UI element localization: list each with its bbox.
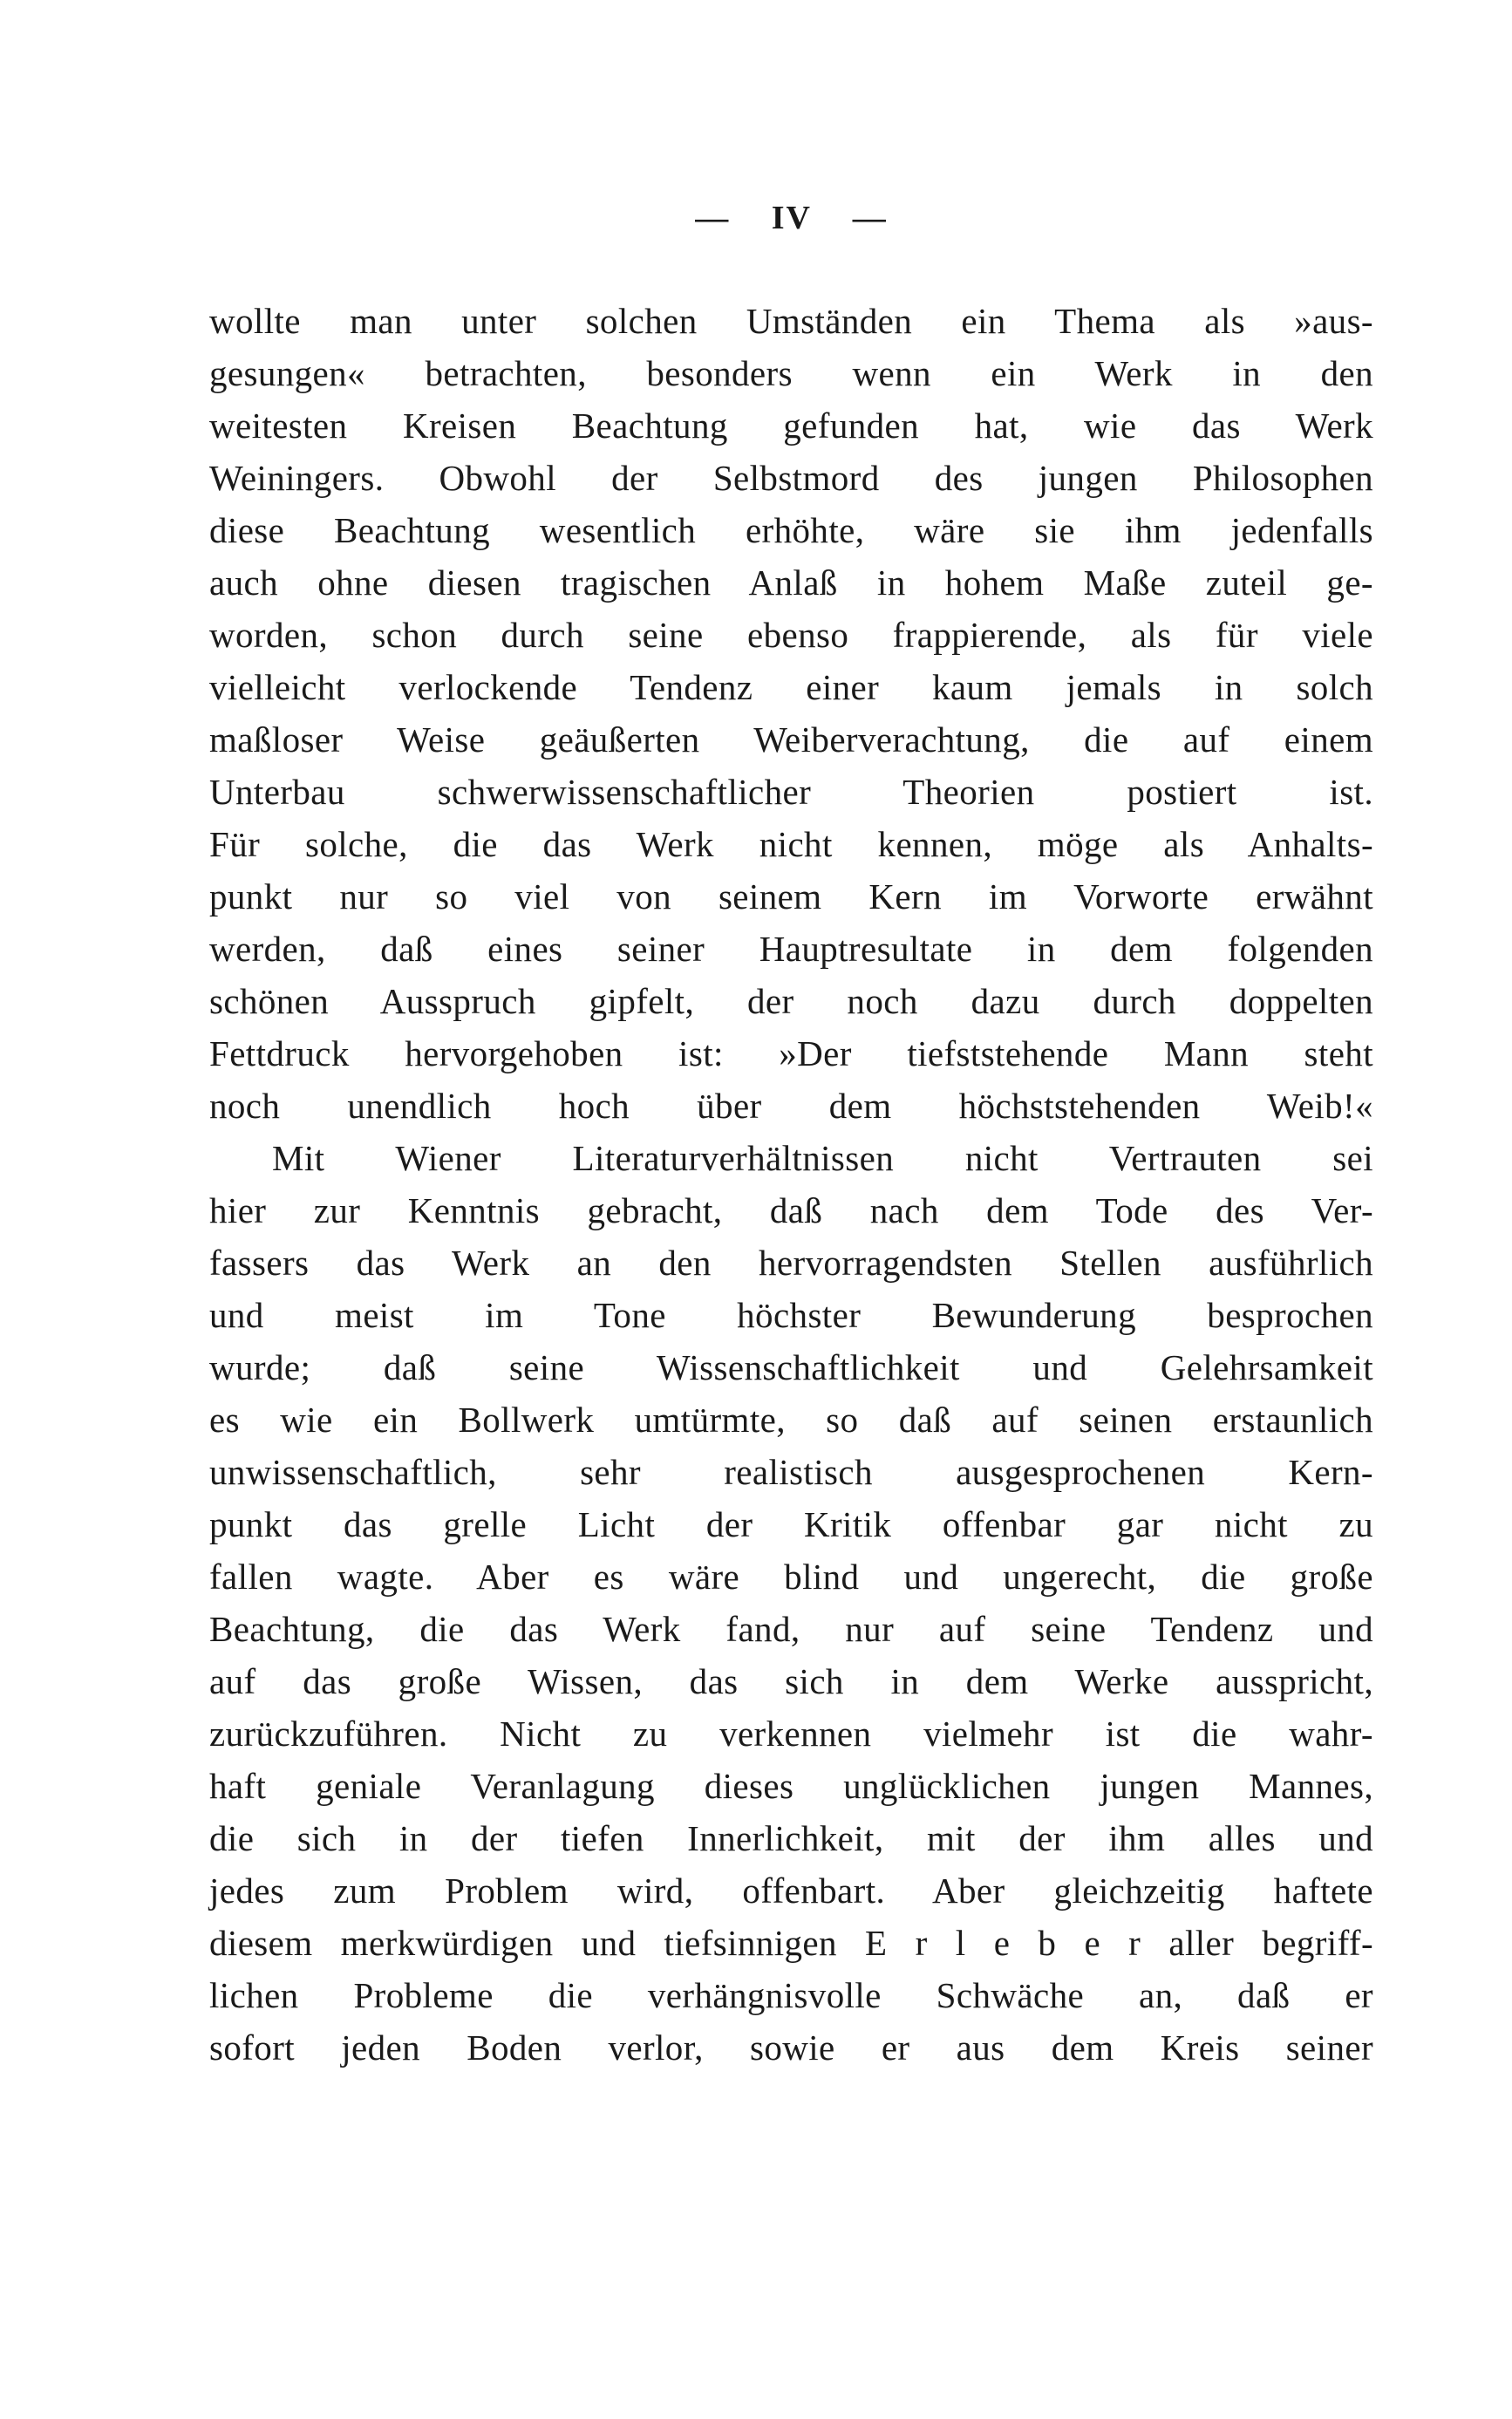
text-block (209, 295, 1373, 2074)
text-line: unwissenschaftlich, sehr realistisch ausgesprochenen Kern- (209, 1452, 1373, 1492)
text-line: Für solche, die das Werk nicht kennen, möge als Anhalts- (209, 824, 1373, 864)
page-number-header: — IV — (695, 200, 888, 236)
text-line: auf das große Wissen, das sich in dem Werke ausspricht, (209, 1661, 1373, 1701)
paragraph (209, 295, 1373, 1132)
text-line: haft geniale Veranlagung dieses unglücklichen jungen Mannes, (209, 1766, 1373, 1806)
text-line: hier zur Kenntnis gebracht, daß nach dem Tode des Ver- (209, 1190, 1373, 1230)
text-line: Fettdruck hervorgehoben ist: »Der tiefststehende Mann steht (209, 1033, 1373, 1073)
text-line: Weiningers. Obwohl der Selbstmord des jungen Philosophen (209, 458, 1373, 498)
text-line: auch ohne diesen tragischen Anlaß in hohem Maße zuteil ge- (209, 562, 1373, 603)
text-line: fallen wagte. Aber es wäre blind und ungerecht, die große (209, 1557, 1373, 1597)
text-line: Unterbau schwerwissenschaftlicher Theorien postiert ist. (209, 772, 1373, 812)
text-line: diesem merkwürdigen und tiefsinnigen E r l e b e r aller begriff- (209, 1923, 1373, 1963)
text-line: weitesten Kreisen Beachtung gefunden hat, wie das Werk (209, 405, 1373, 446)
text-line: sofort jeden Boden verlor, sowie er aus dem Kreis seiner (209, 2027, 1373, 2068)
paragraph (209, 1132, 1373, 2074)
text-line: vielleicht verlockende Tendenz einer kaum jemals in solch (209, 667, 1373, 707)
text-line: worden, schon durch seine ebenso frappierende, als für viele (209, 615, 1373, 655)
text-line: gesungen« betrachten, besonders wenn ein Werk in den (209, 353, 1373, 393)
text-line: diese Beachtung wesentlich erhöhte, wäre sie ihm jedenfalls (209, 510, 1373, 550)
text-line: lichen Probleme die verhängnisvolle Schwäche an, daß er (209, 1975, 1373, 2015)
text-line: Mit Wiener Literaturverhältnissen nicht Vertrauten sei (272, 1138, 1373, 1178)
text-line: jedes zum Problem wird, offenbart. Aber gleichzeitig haftete (209, 1870, 1373, 1911)
text-line: wollte man unter solchen Umständen ein Thema als »aus- (209, 301, 1373, 341)
text-line: und meist im Tone höchster Bewunderung besprochen (209, 1295, 1373, 1335)
text-line: werden, daß eines seiner Hauptresultate in dem folgenden (209, 929, 1373, 969)
text-line: die sich in der tiefen Innerlichkeit, mit der ihm alles und (209, 1818, 1373, 1858)
text-line: fassers das Werk an den hervorragendsten Stellen ausführlich (209, 1243, 1373, 1283)
text-line: maßloser Weise geäußerten Weiberverachtung, die auf einem (209, 719, 1373, 760)
text-line: es wie ein Bollwerk umtürmte, so daß auf seinen erstaunlich (209, 1400, 1373, 1440)
text-line: punkt nur so viel von seinem Kern im Vorworte erwähnt (209, 876, 1373, 916)
text-line: wurde; daß seine Wissenschaftlichkeit und Gelehrsamkeit (209, 1347, 1373, 1387)
text-line: zurückzuführen. Nicht zu verkennen vielmehr ist die wahr- (209, 1714, 1373, 1754)
text-line: Beachtung, die das Werk fand, nur auf seine Tendenz und (209, 1609, 1373, 1649)
text-line: punkt das grelle Licht der Kritik offenbar gar nicht zu (209, 1504, 1373, 1544)
text-line: schönen Ausspruch gipfelt, der noch dazu durch doppelten (209, 981, 1373, 1021)
text-line: noch unendlich hoch über dem höchststehenden Weib!« (209, 1086, 1373, 1126)
